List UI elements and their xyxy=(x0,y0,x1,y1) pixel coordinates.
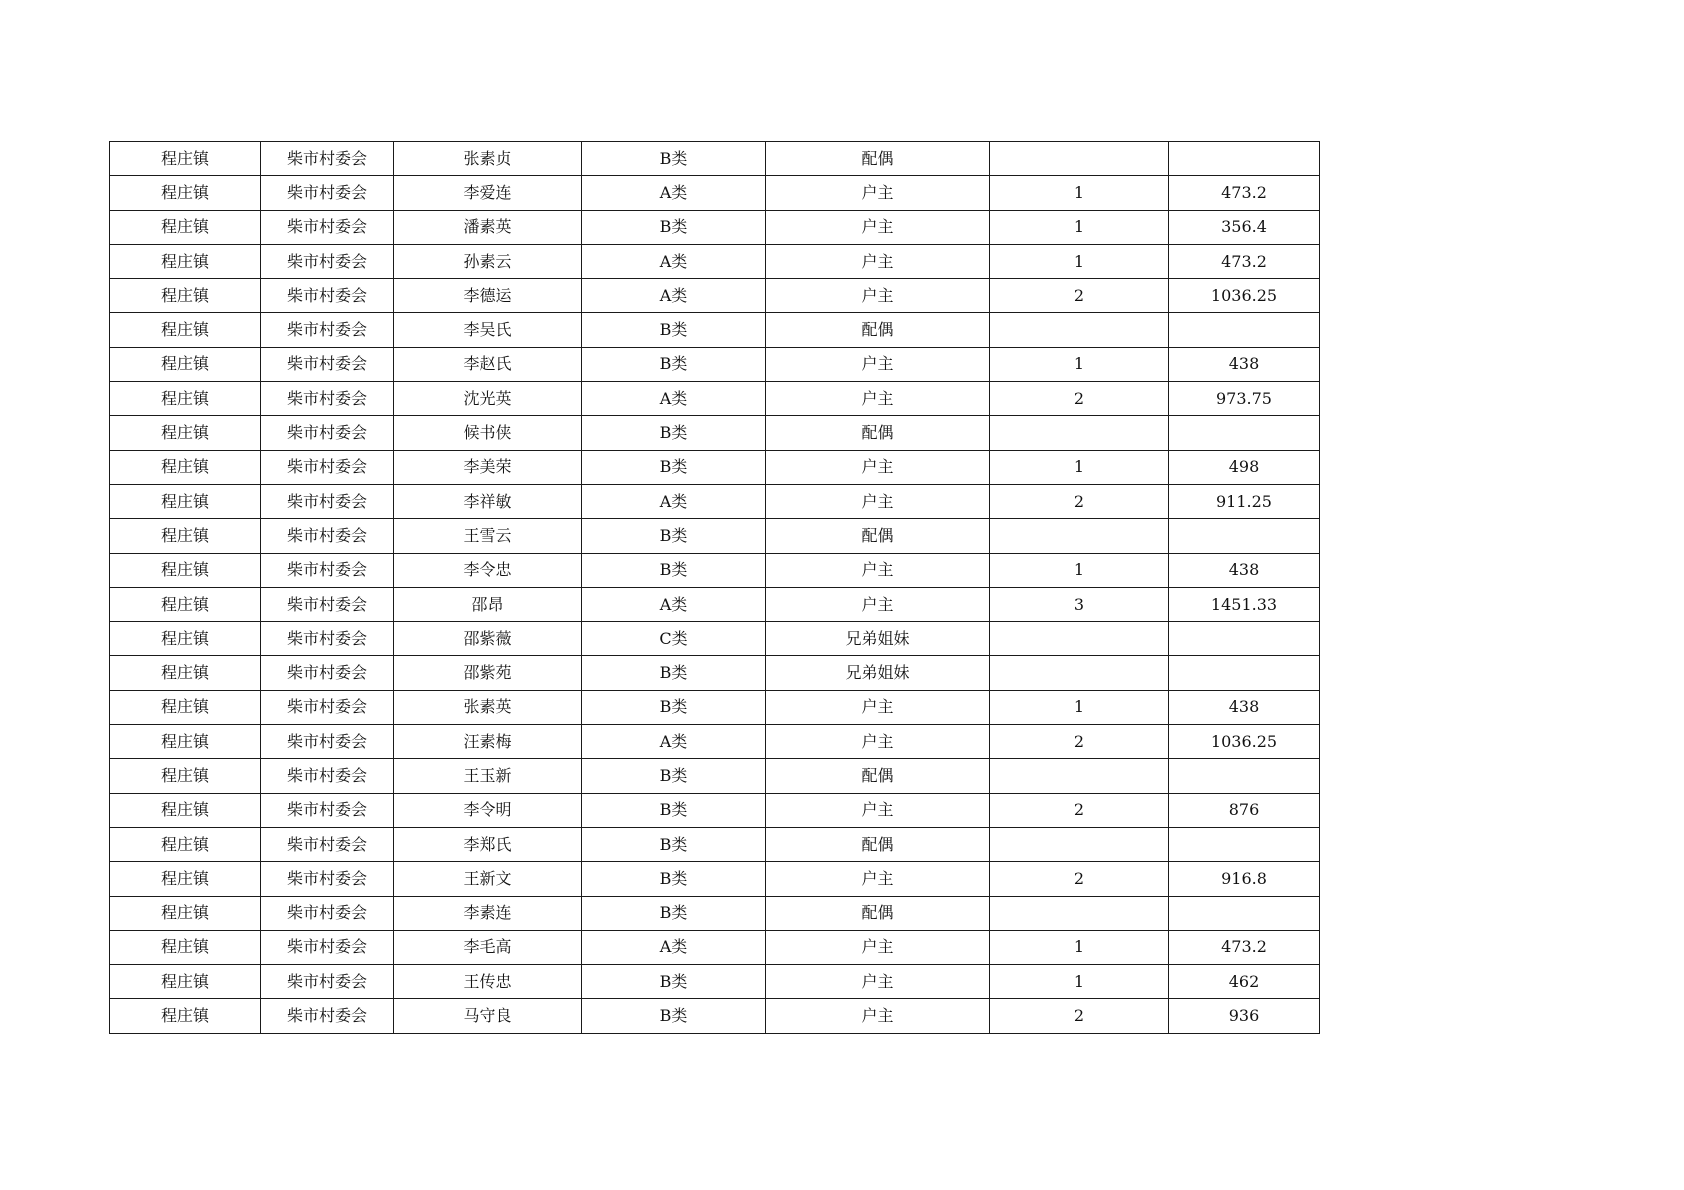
amount-cell xyxy=(1169,519,1320,553)
town-cell: 程庄镇 xyxy=(110,416,261,450)
village-committee-cell: 柴市村委会 xyxy=(261,999,394,1033)
amount-cell: 473.2 xyxy=(1169,930,1320,964)
village-committee-cell: 柴市村委会 xyxy=(261,553,394,587)
amount-cell: 1036.25 xyxy=(1169,279,1320,313)
amount-cell xyxy=(1169,827,1320,861)
name-cell: 李德运 xyxy=(394,279,582,313)
category-cell: A类 xyxy=(582,587,766,621)
amount-cell: 438 xyxy=(1169,347,1320,381)
category-cell: B类 xyxy=(582,313,766,347)
town-cell: 程庄镇 xyxy=(110,176,261,210)
village-committee-cell: 柴市村委会 xyxy=(261,484,394,518)
category-cell: B类 xyxy=(582,450,766,484)
town-cell: 程庄镇 xyxy=(110,519,261,553)
relation-cell: 户主 xyxy=(766,930,990,964)
category-cell: A类 xyxy=(582,725,766,759)
relation-cell: 户主 xyxy=(766,690,990,724)
village-committee-cell: 柴市村委会 xyxy=(261,279,394,313)
name-cell: 张素贞 xyxy=(394,142,582,176)
amount-cell: 438 xyxy=(1169,553,1320,587)
household-size-cell xyxy=(990,622,1169,656)
category-cell: B类 xyxy=(582,759,766,793)
village-committee-cell: 柴市村委会 xyxy=(261,142,394,176)
category-cell: B类 xyxy=(582,999,766,1033)
table-row xyxy=(110,416,1320,450)
town-cell: 程庄镇 xyxy=(110,896,261,930)
relation-cell: 户主 xyxy=(766,450,990,484)
table-row xyxy=(110,142,1320,176)
table-row xyxy=(110,279,1320,313)
amount-cell: 356.4 xyxy=(1169,210,1320,244)
amount-cell xyxy=(1169,656,1320,690)
category-cell: A类 xyxy=(582,484,766,518)
name-cell: 张素英 xyxy=(394,690,582,724)
household-size-cell xyxy=(990,313,1169,347)
relation-cell: 户主 xyxy=(766,553,990,587)
table-row xyxy=(110,382,1320,416)
household-size-cell xyxy=(990,416,1169,450)
amount-cell: 876 xyxy=(1169,793,1320,827)
name-cell: 马守良 xyxy=(394,999,582,1033)
amount-cell: 438 xyxy=(1169,690,1320,724)
village-committee-cell: 柴市村委会 xyxy=(261,622,394,656)
table-row xyxy=(110,965,1320,999)
name-cell: 李令明 xyxy=(394,793,582,827)
amount-cell xyxy=(1169,896,1320,930)
table-row xyxy=(110,690,1320,724)
household-size-cell: 2 xyxy=(990,382,1169,416)
relation-cell: 配偶 xyxy=(766,416,990,450)
name-cell: 邵紫苑 xyxy=(394,656,582,690)
category-cell: B类 xyxy=(582,210,766,244)
town-cell: 程庄镇 xyxy=(110,382,261,416)
household-size-cell xyxy=(990,827,1169,861)
amount-cell: 1036.25 xyxy=(1169,725,1320,759)
name-cell: 李郑氏 xyxy=(394,827,582,861)
category-cell: B类 xyxy=(582,347,766,381)
household-size-cell: 1 xyxy=(990,965,1169,999)
amount-cell xyxy=(1169,622,1320,656)
table-row xyxy=(110,759,1320,793)
relation-cell: 户主 xyxy=(766,279,990,313)
village-committee-cell: 柴市村委会 xyxy=(261,313,394,347)
town-cell: 程庄镇 xyxy=(110,622,261,656)
table-row xyxy=(110,930,1320,964)
town-cell: 程庄镇 xyxy=(110,313,261,347)
document-page xyxy=(109,141,1320,1034)
category-cell: B类 xyxy=(582,896,766,930)
town-cell: 程庄镇 xyxy=(110,279,261,313)
household-size-cell: 3 xyxy=(990,587,1169,621)
household-size-cell: 1 xyxy=(990,553,1169,587)
town-cell: 程庄镇 xyxy=(110,725,261,759)
category-cell: B类 xyxy=(582,519,766,553)
relation-cell: 户主 xyxy=(766,725,990,759)
relation-cell: 户主 xyxy=(766,210,990,244)
town-cell: 程庄镇 xyxy=(110,999,261,1033)
table-row xyxy=(110,450,1320,484)
table-row xyxy=(110,244,1320,278)
household-size-cell: 1 xyxy=(990,244,1169,278)
village-committee-cell: 柴市村委会 xyxy=(261,827,394,861)
village-committee-cell: 柴市村委会 xyxy=(261,656,394,690)
amount-cell xyxy=(1169,313,1320,347)
category-cell: B类 xyxy=(582,690,766,724)
relation-cell: 户主 xyxy=(766,347,990,381)
amount-cell: 473.2 xyxy=(1169,176,1320,210)
table-row xyxy=(110,519,1320,553)
table-row xyxy=(110,210,1320,244)
household-size-cell: 1 xyxy=(990,176,1169,210)
name-cell: 沈光英 xyxy=(394,382,582,416)
category-cell: A类 xyxy=(582,279,766,313)
table-row xyxy=(110,896,1320,930)
town-cell: 程庄镇 xyxy=(110,244,261,278)
relation-cell: 配偶 xyxy=(766,142,990,176)
name-cell: 王新文 xyxy=(394,862,582,896)
name-cell: 潘素英 xyxy=(394,210,582,244)
village-committee-cell: 柴市村委会 xyxy=(261,930,394,964)
relation-cell: 配偶 xyxy=(766,896,990,930)
household-size-cell: 1 xyxy=(990,450,1169,484)
table-row xyxy=(110,725,1320,759)
table-body xyxy=(110,142,1320,1034)
town-cell: 程庄镇 xyxy=(110,793,261,827)
household-size-cell: 2 xyxy=(990,999,1169,1033)
table-row xyxy=(110,862,1320,896)
town-cell: 程庄镇 xyxy=(110,553,261,587)
household-size-cell xyxy=(990,656,1169,690)
name-cell: 王玉新 xyxy=(394,759,582,793)
name-cell: 李爱连 xyxy=(394,176,582,210)
village-committee-cell: 柴市村委会 xyxy=(261,519,394,553)
household-size-cell: 2 xyxy=(990,484,1169,518)
name-cell: 李素连 xyxy=(394,896,582,930)
relation-cell: 户主 xyxy=(766,862,990,896)
relation-cell: 兄弟姐妹 xyxy=(766,656,990,690)
table-row xyxy=(110,622,1320,656)
household-size-cell xyxy=(990,896,1169,930)
category-cell: B类 xyxy=(582,142,766,176)
household-size-cell: 2 xyxy=(990,725,1169,759)
table-row xyxy=(110,587,1320,621)
village-committee-cell: 柴市村委会 xyxy=(261,690,394,724)
village-committee-cell: 柴市村委会 xyxy=(261,896,394,930)
amount-cell xyxy=(1169,759,1320,793)
relation-cell: 配偶 xyxy=(766,313,990,347)
relation-cell: 户主 xyxy=(766,999,990,1033)
town-cell: 程庄镇 xyxy=(110,347,261,381)
town-cell: 程庄镇 xyxy=(110,450,261,484)
category-cell: C类 xyxy=(582,622,766,656)
amount-cell: 462 xyxy=(1169,965,1320,999)
amount-cell: 973.75 xyxy=(1169,382,1320,416)
category-cell: B类 xyxy=(582,656,766,690)
village-committee-cell: 柴市村委会 xyxy=(261,244,394,278)
village-committee-cell: 柴市村委会 xyxy=(261,862,394,896)
household-size-cell: 1 xyxy=(990,210,1169,244)
town-cell: 程庄镇 xyxy=(110,759,261,793)
town-cell: 程庄镇 xyxy=(110,210,261,244)
category-cell: B类 xyxy=(582,416,766,450)
category-cell: A类 xyxy=(582,930,766,964)
household-size-cell: 1 xyxy=(990,347,1169,381)
table-row xyxy=(110,827,1320,861)
relation-cell: 配偶 xyxy=(766,519,990,553)
relation-cell: 兄弟姐妹 xyxy=(766,622,990,656)
name-cell: 候书侠 xyxy=(394,416,582,450)
amount-cell xyxy=(1169,142,1320,176)
amount-cell: 473.2 xyxy=(1169,244,1320,278)
town-cell: 程庄镇 xyxy=(110,930,261,964)
town-cell: 程庄镇 xyxy=(110,690,261,724)
relation-cell: 户主 xyxy=(766,382,990,416)
household-size-cell xyxy=(990,759,1169,793)
town-cell: 程庄镇 xyxy=(110,587,261,621)
category-cell: A类 xyxy=(582,244,766,278)
amount-cell: 911.25 xyxy=(1169,484,1320,518)
village-committee-cell: 柴市村委会 xyxy=(261,382,394,416)
village-committee-cell: 柴市村委会 xyxy=(261,450,394,484)
relation-cell: 户主 xyxy=(766,484,990,518)
village-committee-cell: 柴市村委会 xyxy=(261,210,394,244)
table-row xyxy=(110,347,1320,381)
table-row xyxy=(110,313,1320,347)
category-cell: B类 xyxy=(582,862,766,896)
category-cell: B类 xyxy=(582,827,766,861)
village-committee-cell: 柴市村委会 xyxy=(261,587,394,621)
village-committee-cell: 柴市村委会 xyxy=(261,759,394,793)
village-committee-cell: 柴市村委会 xyxy=(261,793,394,827)
amount-cell: 1451.33 xyxy=(1169,587,1320,621)
household-size-cell: 2 xyxy=(990,862,1169,896)
records-table xyxy=(109,141,1320,1034)
amount-cell: 498 xyxy=(1169,450,1320,484)
household-size-cell: 1 xyxy=(990,690,1169,724)
category-cell: B类 xyxy=(582,965,766,999)
table-row xyxy=(110,793,1320,827)
name-cell: 李吴氏 xyxy=(394,313,582,347)
relation-cell: 户主 xyxy=(766,793,990,827)
table-row xyxy=(110,656,1320,690)
town-cell: 程庄镇 xyxy=(110,827,261,861)
table-row xyxy=(110,176,1320,210)
town-cell: 程庄镇 xyxy=(110,142,261,176)
name-cell: 汪素梅 xyxy=(394,725,582,759)
table-row xyxy=(110,553,1320,587)
household-size-cell xyxy=(990,142,1169,176)
category-cell: A类 xyxy=(582,382,766,416)
household-size-cell: 2 xyxy=(990,793,1169,827)
name-cell: 邵紫薇 xyxy=(394,622,582,656)
table-row xyxy=(110,999,1320,1033)
name-cell: 李令忠 xyxy=(394,553,582,587)
name-cell: 李毛高 xyxy=(394,930,582,964)
relation-cell: 配偶 xyxy=(766,759,990,793)
category-cell: B类 xyxy=(582,793,766,827)
category-cell: A类 xyxy=(582,176,766,210)
name-cell: 王传忠 xyxy=(394,965,582,999)
village-committee-cell: 柴市村委会 xyxy=(261,347,394,381)
relation-cell: 户主 xyxy=(766,176,990,210)
village-committee-cell: 柴市村委会 xyxy=(261,176,394,210)
town-cell: 程庄镇 xyxy=(110,484,261,518)
village-committee-cell: 柴市村委会 xyxy=(261,725,394,759)
name-cell: 孙素云 xyxy=(394,244,582,278)
table-row xyxy=(110,484,1320,518)
relation-cell: 户主 xyxy=(766,244,990,278)
amount-cell: 936 xyxy=(1169,999,1320,1033)
household-size-cell: 2 xyxy=(990,279,1169,313)
amount-cell: 916.8 xyxy=(1169,862,1320,896)
category-cell: B类 xyxy=(582,553,766,587)
town-cell: 程庄镇 xyxy=(110,965,261,999)
name-cell: 王雪云 xyxy=(394,519,582,553)
name-cell: 邵昂 xyxy=(394,587,582,621)
household-size-cell xyxy=(990,519,1169,553)
relation-cell: 户主 xyxy=(766,965,990,999)
relation-cell: 户主 xyxy=(766,587,990,621)
town-cell: 程庄镇 xyxy=(110,862,261,896)
amount-cell xyxy=(1169,416,1320,450)
name-cell: 李祥敏 xyxy=(394,484,582,518)
village-committee-cell: 柴市村委会 xyxy=(261,416,394,450)
village-committee-cell: 柴市村委会 xyxy=(261,965,394,999)
household-size-cell: 1 xyxy=(990,930,1169,964)
relation-cell: 配偶 xyxy=(766,827,990,861)
name-cell: 李美荣 xyxy=(394,450,582,484)
town-cell: 程庄镇 xyxy=(110,656,261,690)
name-cell: 李赵氏 xyxy=(394,347,582,381)
